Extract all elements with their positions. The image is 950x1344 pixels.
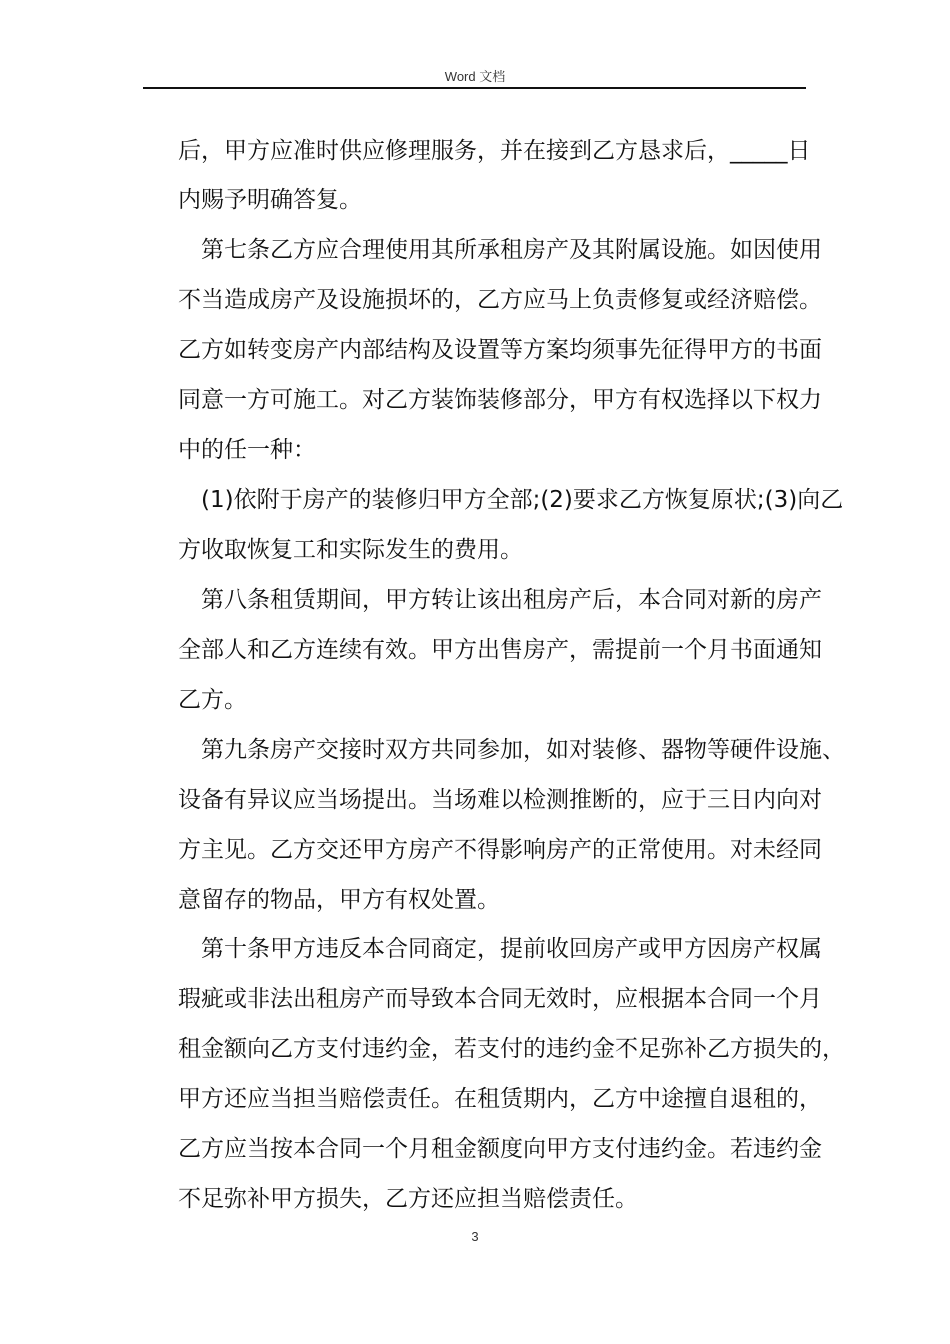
text-line: 同意一方可施工。对乙方装饰装修部分，甲方有权选择以下权力 — [178, 387, 822, 413]
text-line: 第十条甲方违反本合同商定，提前收回房产或甲方因房产权属 — [201, 936, 822, 962]
text-line: 方主见。乙方交还甲方房产不得影响房产的正常使用。对未经同 — [178, 837, 822, 863]
text-line: 瑕疵或非法出租房产而导致本合同无效时，应根据本合同一个月 — [178, 986, 822, 1012]
text-line: 甲方还应当担当赔偿责任。在租赁期内，乙方中途擅自退租的， — [178, 1086, 822, 1112]
text-line: 第八条租赁期间，甲方转让该出租房产后，本合同对新的房产 — [201, 587, 822, 613]
text-line: 方收取恢复工和实际发生的费用。 — [178, 537, 523, 563]
text-line: 租金额向乙方支付违约金，若支付的违约金不足弥补乙方损失的， — [178, 1036, 845, 1062]
text-line: 不当造成房产及设施损坏的，乙方应马上负责修复或经济赔偿。 — [178, 287, 822, 313]
text-line: 第七条乙方应合理使用其所承租房产及其附属设施。如因使用 — [201, 237, 822, 263]
text-line: 后，甲方应准时供应修理服务，并在接到乙方恳求后，_____日 — [178, 138, 811, 164]
text-line: 乙方应当按本合同一个月租金额度向甲方支付违约金。若违约金 — [178, 1136, 822, 1162]
page-number: 3 — [471, 1229, 479, 1244]
text-line: 全部人和乙方连续有效。甲方出售房产，需提前一个月书面通知 — [178, 637, 822, 663]
text-line: (1)依附于房产的装修归甲方全部;(2)要求乙方恢复原状;(3)向乙 — [201, 487, 844, 513]
text-line: 设备有异议应当场提出。当场难以检测推断的，应于三日内向对 — [178, 787, 822, 813]
text-line: 内赐予明确答复。 — [178, 187, 362, 213]
text-line: 意留存的物品，甲方有权处置。 — [178, 887, 500, 913]
text-line: 不足弥补甲方损失，乙方还应担当赔偿责任。 — [178, 1186, 638, 1212]
page-header-title: Word 文档 — [444, 69, 506, 84]
text-line: 第九条房产交接时双方共同参加，如对装修、器物等硬件设施、 — [201, 737, 845, 763]
text-line: 中的任一种： — [178, 437, 316, 463]
text-line: 乙方如转变房产内部结构及设置等方案均须事先征得甲方的书面 — [178, 337, 822, 363]
text-line: 乙方。 — [178, 687, 247, 713]
